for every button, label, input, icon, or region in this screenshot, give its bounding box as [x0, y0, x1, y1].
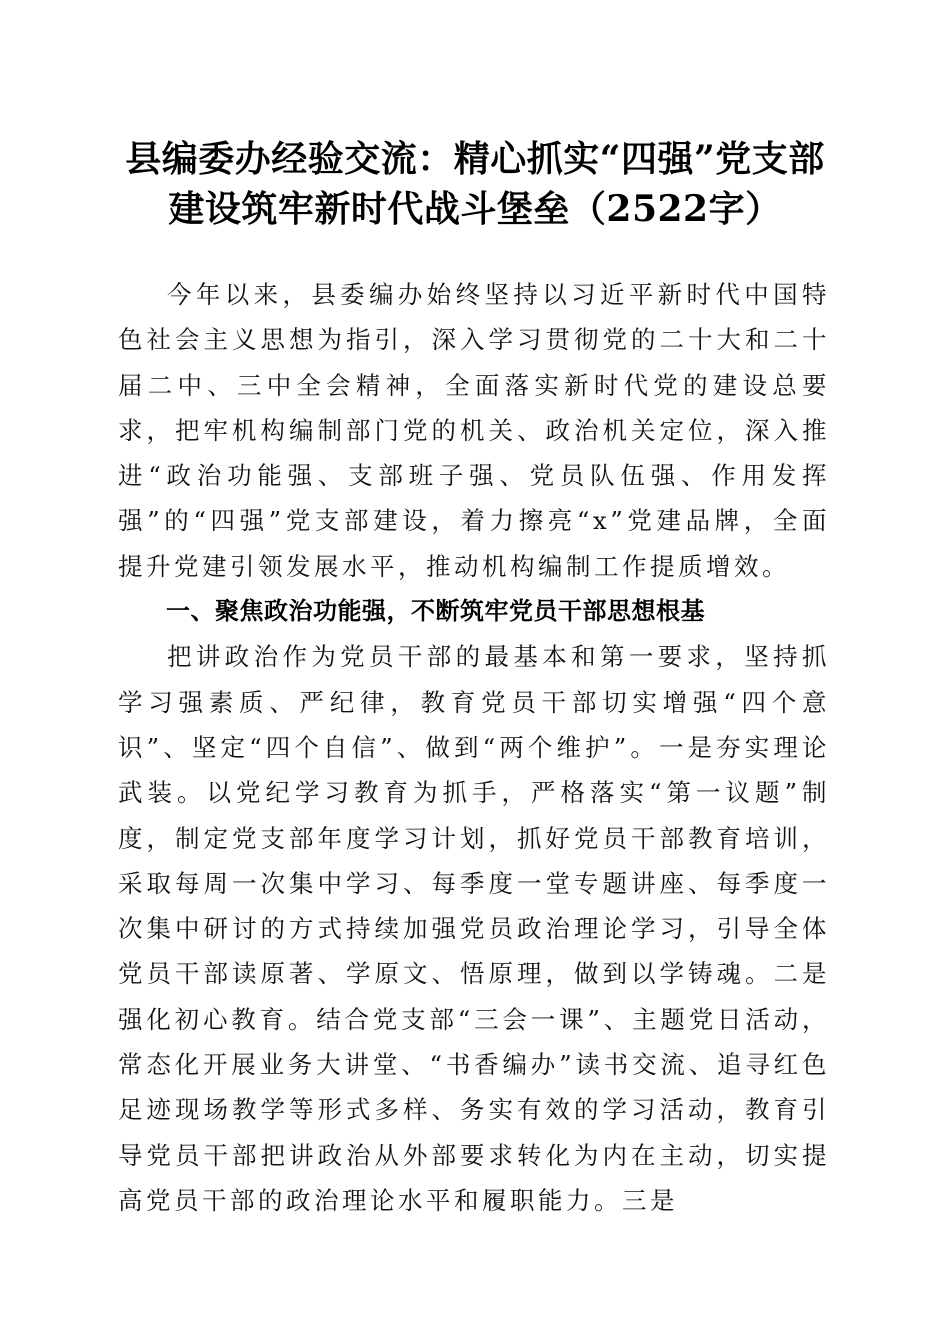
- document-title: [110, 134, 840, 234]
- document-body: [118, 272, 830, 1223]
- title-line-2: 建设筑牢新时代战斗堡垒（2522字）: [168, 188, 782, 230]
- intro-paragraph: 今年以来，县委编办始终坚持以习近平新时代中国特色社会主义思想为指引，深入学习贯彻党的二十大和二十届二中、三中全会精神，全面落实新时代党的建设总要求，把牢机构编制部门党的机关、政治机关定位，深入推进“政治功能强、支部班子强、党员队伍强、作用发挥强”的“四强”党支部建设，着力擦亮“x”党建品牌，全面提升党建引领发展水平，推动机构编制工作提质增效。: [118, 280, 830, 581]
- title-line-1: 县编委办经验交流：精心抓实“四强”党支部: [125, 138, 825, 180]
- section-heading-1: 一、聚焦政治功能强，不断筑牢党员干部思想根基: [166, 597, 705, 626]
- section-1-paragraph: 把讲政治作为党员干部的最基本和第一要求，坚持抓学习强素质、严纪律，教育党员干部切实增强“四个意识”、坚定“四个自信”、做到“两个维护”。一是夯实理论武装。以党纪学习教育为抓手，严格落实“第一议题”制度，制定党支部年度学习计划，抓好党员干部教育培训，采取每周一次集中学习、每季度一堂专题讲座、每季度一次集中研讨的方式持续加强党员政治理论学习，引导全体党员干部读原著、学原文、悟原理，做到以学铸魂。二是强化初心教育。结合党支部“三会一课”、主题党日活动，常态化开展业务大讲堂、“书香编办”读书交流、追寻红色足迹现场教学等形式多样、务实有效的学习活动，教育引导党员干部把讲政治从外部要求转化为内在主动，切实提高党员干部的政治理论水平和履职能力。三是: [118, 642, 830, 1215]
